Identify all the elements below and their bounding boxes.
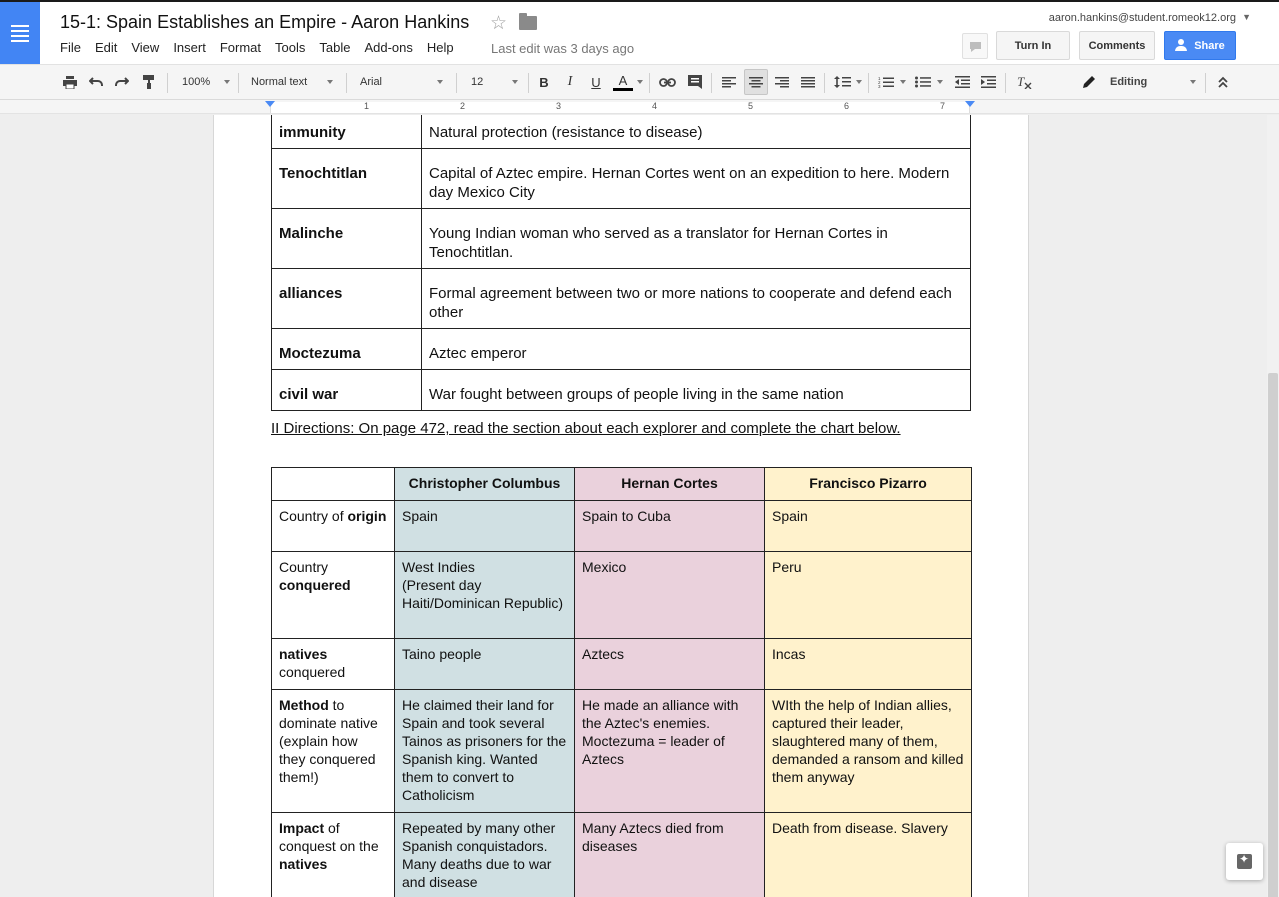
print-icon[interactable] — [60, 69, 80, 95]
cell-columbus[interactable]: Spain — [395, 501, 575, 552]
ruler — [0, 100, 1279, 114]
cell-pizarro[interactable]: Death from disease. Slavery — [765, 813, 972, 897]
ruler-number: 4 — [652, 101, 658, 111]
document-page[interactable] — [213, 115, 1029, 897]
account-email[interactable]: aaron.hankins@student.romeok12.org — [1048, 12, 1236, 24]
label-text: Country — [279, 559, 329, 575]
cell-columbus[interactable]: He claimed their land for Spain and took several Tainos as prisoners for the Spanish king. Wanted them to convert to Catholicism — [395, 690, 575, 813]
menu-format[interactable]: Format — [219, 40, 261, 55]
menu-bar — [60, 40, 468, 55]
cell-columbus[interactable]: Repeated by many other Spanish conquistadors. Many deaths due to war and disease — [395, 813, 575, 897]
row-label-impact[interactable] — [272, 813, 395, 897]
header-cell-empty[interactable] — [272, 468, 395, 501]
label-bold-text: Method — [279, 697, 329, 713]
align-right-icon[interactable] — [771, 69, 793, 95]
cell-cortes[interactable]: He made an alliance with the Aztec's enemies. Moctezuma = leader of Aztecs — [575, 690, 765, 813]
vocab-definition[interactable]: Young Indian woman who served as a translator for Hernan Cortes in Tenochtitlan. — [422, 209, 971, 269]
last-edit-status[interactable]: Last edit was 3 days ago — [491, 41, 635, 56]
numbered-list-icon[interactable] — [875, 69, 897, 95]
bulleted-list-icon[interactable] — [912, 69, 934, 95]
menu-table[interactable]: Table — [319, 40, 351, 55]
menu-file[interactable]: File — [60, 40, 81, 55]
menu-edit[interactable]: Edit — [94, 40, 118, 55]
folder-icon[interactable] — [519, 16, 537, 30]
label-bold-text: natives — [279, 646, 328, 662]
row-label-origin[interactable] — [272, 501, 395, 552]
increase-indent-icon[interactable] — [977, 69, 999, 95]
underline-icon[interactable]: U — [591, 74, 601, 90]
justify-icon[interactable] — [797, 69, 819, 95]
ruler-number: 1 — [364, 101, 370, 111]
vocab-definition[interactable]: War fought between groups of people living in the same nation — [422, 370, 971, 411]
share-label: Share — [1194, 39, 1225, 52]
explorer-chart-table[interactable] — [271, 467, 972, 897]
comments-button[interactable]: Comments — [1079, 31, 1155, 60]
formatting-toolbar — [0, 64, 1279, 100]
vertical-scrollbar[interactable] — [1267, 115, 1279, 897]
share-button[interactable] — [1164, 31, 1236, 60]
table-row — [272, 115, 971, 149]
svg-text:1: 1 — [878, 76, 881, 81]
table-row — [272, 501, 972, 552]
cell-columbus[interactable]: Taino people — [395, 639, 575, 690]
vocab-term[interactable]: civil war — [272, 370, 422, 411]
cell-cortes[interactable]: Mexico — [575, 552, 765, 639]
paragraph-style-select[interactable] — [247, 69, 337, 95]
header-cortes[interactable]: Hernan Cortes — [575, 468, 765, 501]
right-indent-marker[interactable] — [965, 101, 975, 107]
person-icon — [1175, 41, 1188, 50]
cell-cortes[interactable]: Aztecs — [575, 639, 765, 690]
document-title[interactable]: 15-1: Spain Establishes an Empire - Aaron Hankins — [60, 12, 470, 32]
label-bold-text: conquered — [279, 577, 351, 593]
row-label-conquered[interactable] — [272, 552, 395, 639]
ruler-number: 3 — [556, 101, 562, 111]
svg-text:T: T — [1017, 75, 1025, 89]
font-size-select[interactable] — [467, 69, 522, 95]
align-center-icon[interactable] — [744, 69, 768, 95]
left-indent-marker[interactable] — [265, 101, 275, 107]
clear-formatting-icon[interactable] — [1013, 69, 1035, 95]
docs-home-icon[interactable] — [0, 2, 40, 64]
table-row — [272, 209, 971, 269]
row-label-natives[interactable] — [272, 639, 395, 690]
cell-pizarro[interactable]: Spain — [765, 501, 972, 552]
table-row — [272, 639, 972, 690]
paragraph-style-value: Normal text — [251, 76, 308, 88]
account-dropdown-icon[interactable]: ▼ — [1242, 12, 1251, 22]
label-text: to dominate native (explain how they conquered them!) — [279, 697, 378, 785]
cell-cortes[interactable]: Spain to Cuba — [575, 501, 765, 552]
vocab-term[interactable]: Moctezuma — [272, 329, 422, 370]
vocab-definition[interactable]: Natural protection (resistance to disease) — [422, 115, 971, 149]
ruler-number: 5 — [748, 101, 754, 111]
line-spacing-icon[interactable] — [831, 69, 853, 95]
header-columbus[interactable]: Christopher Columbus — [395, 468, 575, 501]
line-spacing-dropdown-icon[interactable] — [855, 69, 863, 95]
editing-mode-value: Editing — [1110, 76, 1148, 88]
label-bold-text: Impact — [279, 820, 325, 836]
cell-pizarro[interactable]: WIth the help of Indian allies, captured their leader, slaughtered many of them, demanded a ransom and killed them anyway — [765, 690, 972, 813]
paint-format-icon[interactable] — [139, 69, 159, 95]
chat-icon[interactable] — [962, 33, 988, 59]
numbered-list-dropdown-icon[interactable] — [899, 69, 907, 95]
table-header-row — [272, 468, 972, 501]
document-canvas[interactable] — [0, 115, 1279, 897]
align-left-icon[interactable] — [718, 69, 740, 95]
star-icon[interactable]: ☆ — [490, 13, 508, 34]
table-row — [272, 690, 972, 813]
svg-text:3: 3 — [878, 84, 881, 88]
bulleted-list-dropdown-icon[interactable] — [936, 69, 944, 95]
label-bold-text: natives — [279, 856, 328, 872]
undo-icon[interactable] — [86, 69, 106, 95]
ruler-number: 7 — [940, 101, 946, 111]
table-row — [272, 149, 971, 209]
row-label-method[interactable] — [272, 690, 395, 813]
label-text: conquered — [279, 664, 346, 680]
menu-help[interactable]: Help — [426, 40, 454, 55]
vocab-definition[interactable]: Formal agreement between two or more nations to cooperate and defend each other — [422, 269, 971, 329]
zoom-value: 100% — [182, 76, 211, 88]
zoom-select[interactable] — [178, 69, 234, 95]
menu-tools[interactable]: Tools — [275, 40, 306, 55]
explore-icon[interactable] — [1226, 843, 1263, 880]
vocab-definition[interactable]: Aztec emperor — [422, 329, 971, 370]
table-row — [272, 552, 972, 639]
insert-link-icon[interactable] — [656, 69, 678, 95]
docs-header — [0, 0, 1279, 64]
vocab-term[interactable]: immunity — [272, 115, 422, 149]
ruler-number: 6 — [844, 101, 850, 111]
ruler-number: 2 — [460, 101, 466, 111]
menu-add-ons[interactable]: Add-ons — [364, 40, 413, 55]
label-text: Country of — [279, 508, 348, 524]
label-text: of conquest on the — [279, 820, 379, 854]
cell-columbus[interactable]: West Indies (Present day Haiti/Dominican Republic) — [395, 552, 575, 639]
text-color-icon[interactable]: A — [611, 69, 635, 95]
vocab-term[interactable]: alliances — [272, 269, 422, 329]
italic-icon[interactable]: I — [567, 74, 573, 89]
vocab-definition[interactable]: Capital of Aztec empire. Hernan Cortes went on an expedition to here. Modern day Mexico City — [422, 149, 971, 209]
font-size-value: 12 — [471, 76, 484, 88]
table-row — [272, 370, 971, 411]
pencil-icon — [1082, 75, 1096, 89]
table-row — [272, 329, 971, 370]
table-row — [272, 269, 971, 329]
cell-pizarro[interactable]: Incas — [765, 639, 972, 690]
turn-in-button[interactable]: Turn In — [996, 31, 1070, 60]
directions-paragraph[interactable]: II Directions: On page 472, read the section about each explorer and complete the chart below. — [271, 420, 901, 437]
cell-pizarro[interactable]: Peru — [765, 552, 972, 639]
vocab-term[interactable]: Tenochtitlan — [272, 149, 422, 209]
cell-cortes[interactable]: Many Aztecs died from diseases — [575, 813, 765, 897]
bold-icon[interactable]: B — [539, 74, 549, 90]
redo-icon[interactable] — [112, 69, 132, 95]
menu-insert[interactable]: Insert — [173, 40, 206, 55]
menu-view[interactable]: View — [131, 40, 160, 55]
scrollbar-thumb[interactable] — [1268, 373, 1278, 897]
svg-text:2: 2 — [878, 80, 881, 85]
vocab-term[interactable]: Malinche — [272, 209, 422, 269]
insert-comment-icon[interactable] — [684, 69, 706, 95]
font-select[interactable] — [356, 69, 447, 95]
text-color-dropdown-icon[interactable] — [636, 69, 644, 95]
vocabulary-table[interactable] — [271, 115, 971, 411]
table-row — [272, 813, 972, 897]
editing-mode-select[interactable] — [1078, 69, 1200, 95]
label-bold-text: origin — [347, 508, 387, 524]
header-pizarro[interactable]: Francisco Pizarro — [765, 468, 972, 501]
collapse-toolbar-icon[interactable] — [1212, 69, 1234, 95]
decrease-indent-icon[interactable] — [951, 69, 973, 95]
font-value: Arial — [360, 76, 383, 88]
